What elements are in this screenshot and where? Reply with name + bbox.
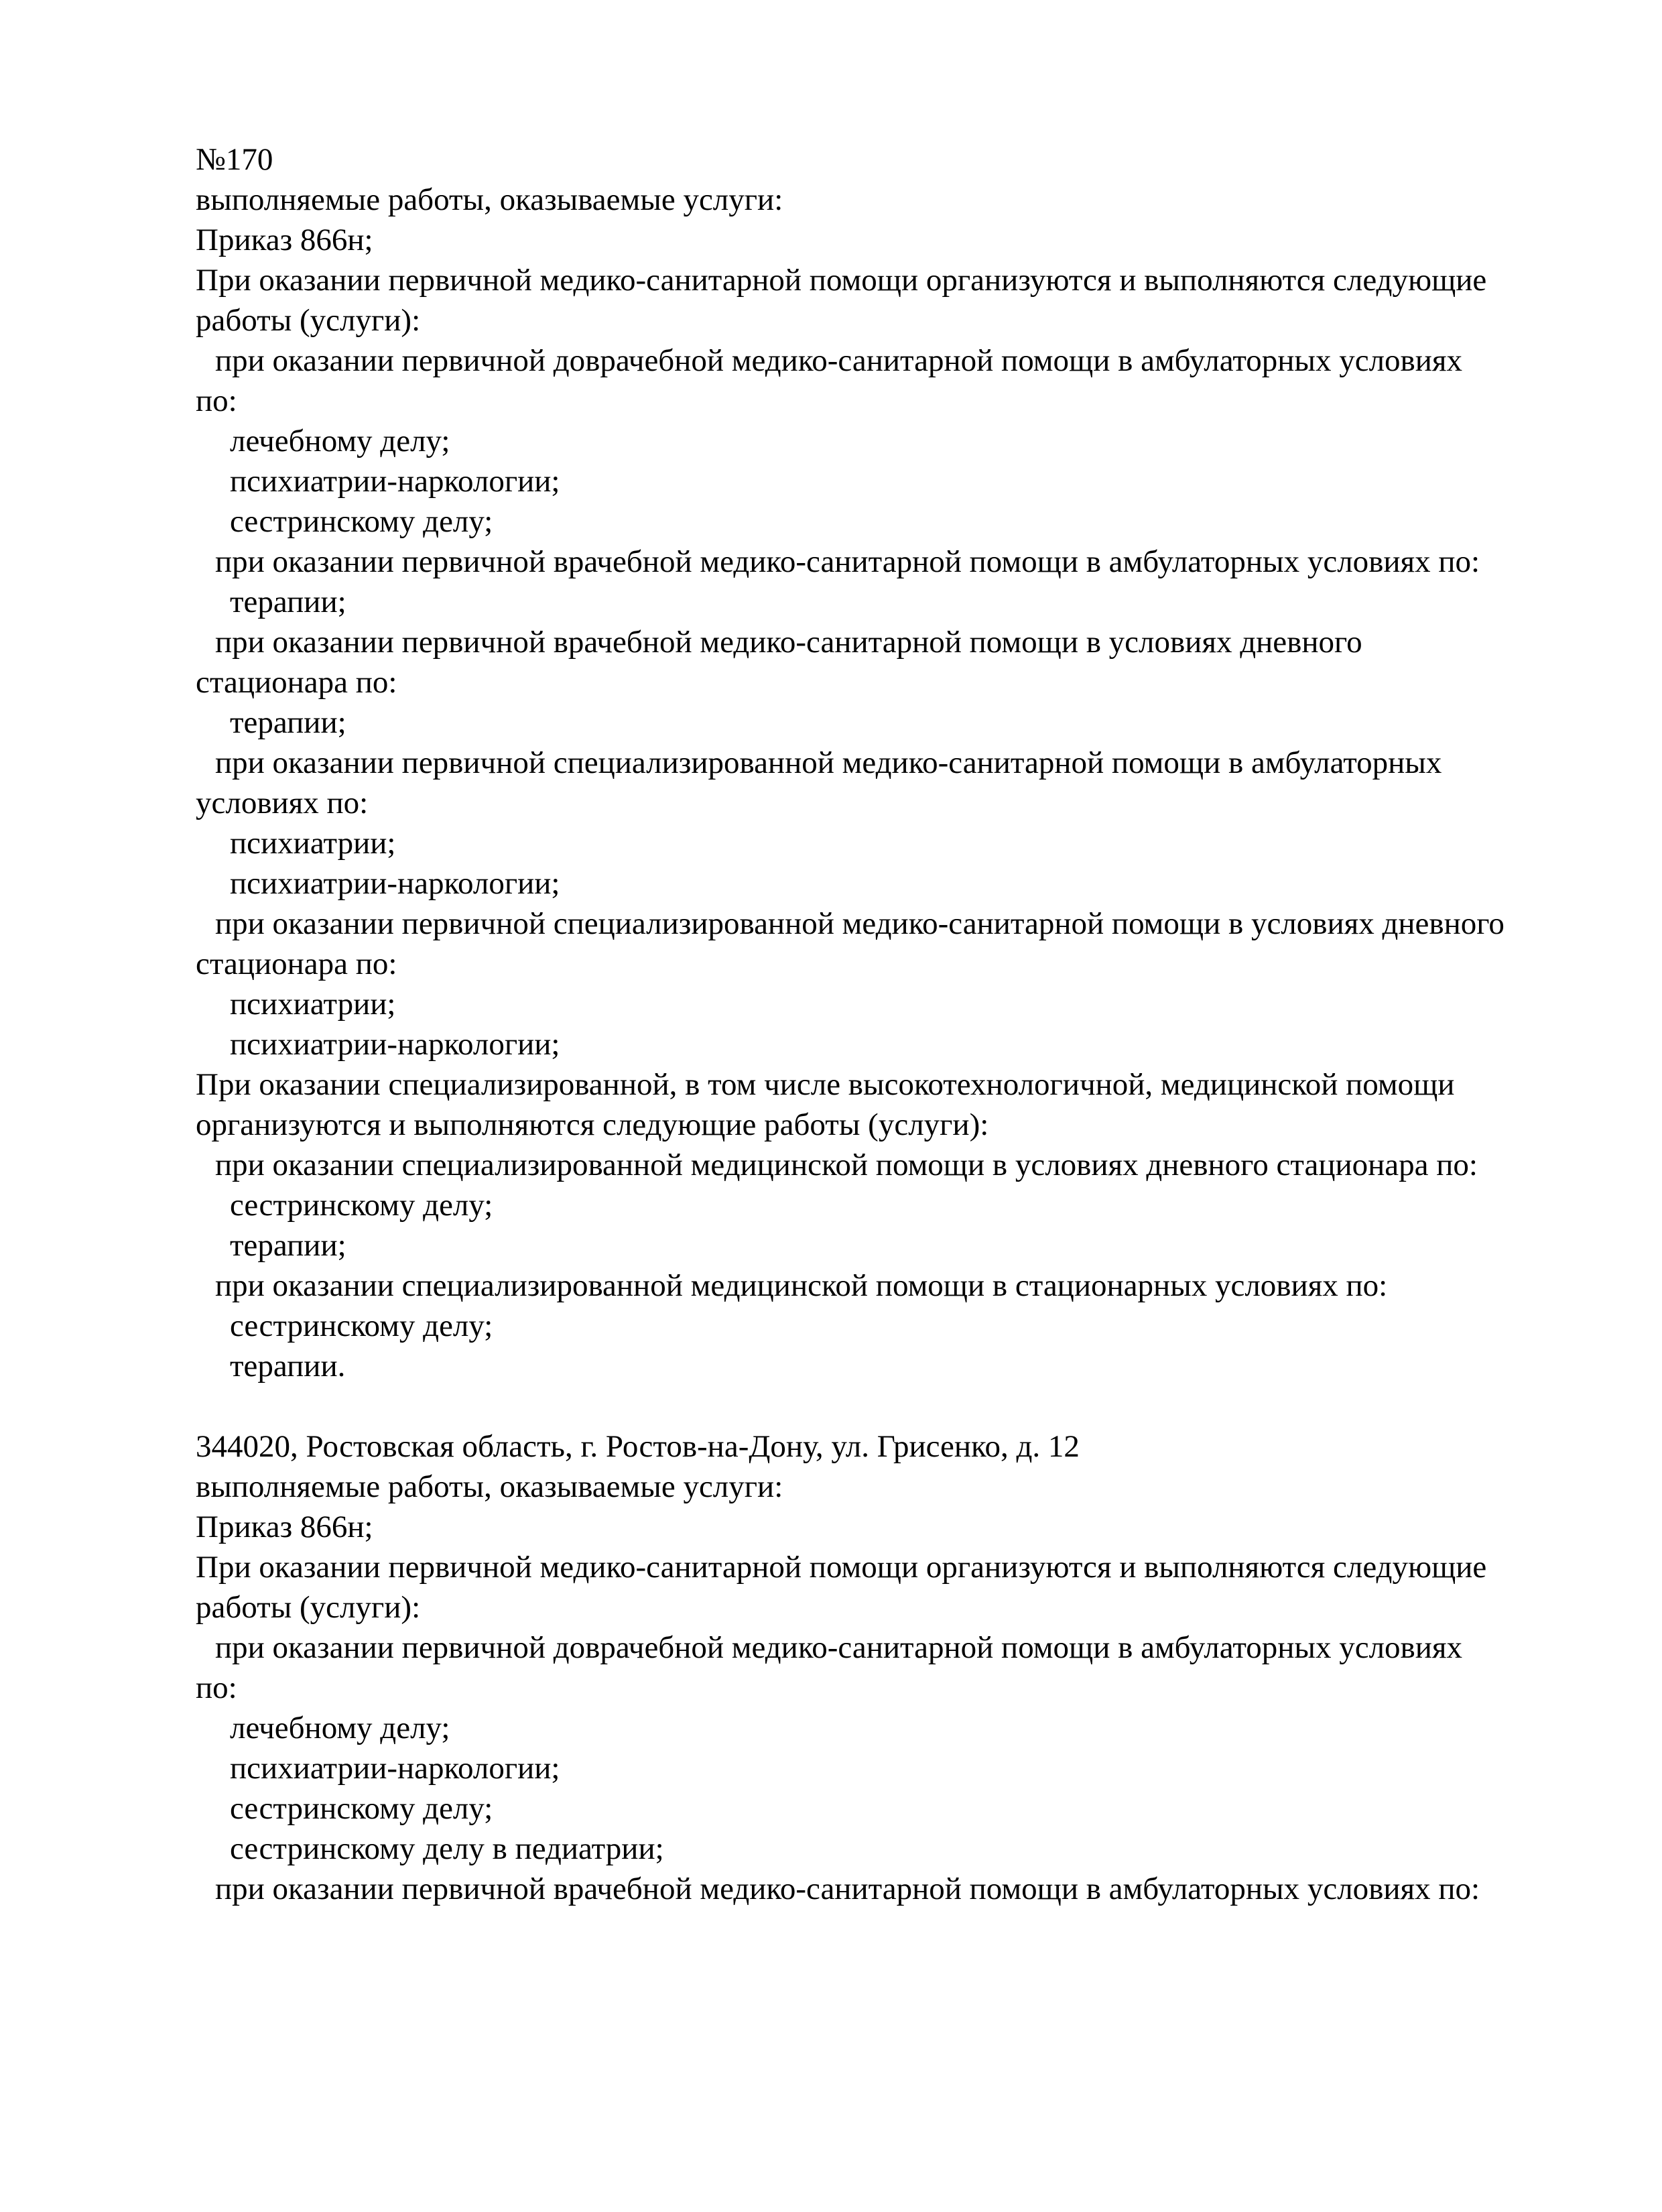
text-line: терапии; [230, 1228, 346, 1263]
text-line: психиатрии-наркологии; [230, 1751, 560, 1786]
text-line: психиатрии-наркологии; [230, 866, 560, 901]
text-line: 344020, Ростовская область, г. Ростов-на-Дону, ул. Грисенко, д. 12 [196, 1429, 1080, 1464]
text-line: стационара по: [196, 946, 397, 981]
text-line: терапии. [230, 1349, 346, 1384]
text-line: при оказании первичной специализированной медико-санитарной помощи в амбулаторных [215, 745, 1442, 780]
text-line: психиатрии-наркологии; [230, 464, 560, 499]
text-line: при оказании первичной специализированной медико-санитарной помощи в условиях дневного [215, 906, 1505, 941]
text-line: условиях по: [196, 786, 369, 820]
text-line: сестринскому делу; [230, 1791, 493, 1826]
text-line: выполняемые работы, оказываемые услуги: [196, 182, 783, 217]
text-line: при оказании специализированной медицинской помощи в стационарных условиях по: [215, 1268, 1388, 1303]
text-line: сестринскому делу; [230, 1188, 493, 1223]
blank-line [0, 1386, 1662, 1426]
text-line: при оказании первичной доврачебной медико-санитарной помощи в амбулаторных условиях [215, 1630, 1463, 1665]
text-line: по: [196, 383, 237, 418]
text-line: При оказании первичной медико-санитарной помощи организуются и выполняются следующие [196, 263, 1487, 298]
text-line: работы (услуги): [196, 1590, 421, 1625]
license-works-text [0, 139, 1662, 1909]
text-line: работы (услуги): [196, 303, 421, 338]
text-line: сестринскому делу в педиатрии; [230, 1831, 664, 1866]
text-line: выполняемые работы, оказываемые услуги: [196, 1469, 783, 1504]
text-line: сестринскому делу; [230, 1308, 493, 1343]
text-line: Приказ 866н; [196, 223, 373, 257]
text-line: терапии; [230, 585, 346, 619]
text-line: при оказании первичной доврачебной медико-санитарной помощи в амбулаторных условиях [215, 343, 1463, 378]
text-line: сестринскому делу; [230, 504, 493, 539]
text-line: психиатрии; [230, 826, 396, 861]
text-line: №170 [196, 142, 273, 177]
text-line: стационара по: [196, 665, 397, 700]
text-line: при оказании специализированной медицинской помощи в условиях дневного стационара по: [215, 1148, 1478, 1182]
text-line: лечебному делу; [230, 424, 450, 458]
text-line: лечебному делу; [230, 1711, 450, 1745]
text-line: по: [196, 1670, 237, 1705]
text-line: При оказании первичной медико-санитарной помощи организуются и выполняются следующие [196, 1550, 1487, 1585]
text-line: психиатрии-наркологии; [230, 1027, 560, 1062]
text-line: при оказании первичной врачебной медико-санитарной помощи в амбулаторных условиях по: [215, 1871, 1480, 1906]
text-line: При оказании специализированной, в том числе высокотехнологичной, медицинской помощи [196, 1067, 1455, 1102]
text-line: терапии; [230, 705, 346, 740]
text-line: организуются и выполняются следующие работы (услуги): [196, 1107, 989, 1142]
text-line: при оказании первичной врачебной медико-санитарной помощи в условиях дневного [215, 625, 1362, 660]
text-line: Приказ 866н; [196, 1510, 373, 1544]
text-line: при оказании первичной врачебной медико-санитарной помощи в амбулаторных условиях по: [215, 544, 1480, 579]
text-line: психиатрии; [230, 987, 396, 1022]
